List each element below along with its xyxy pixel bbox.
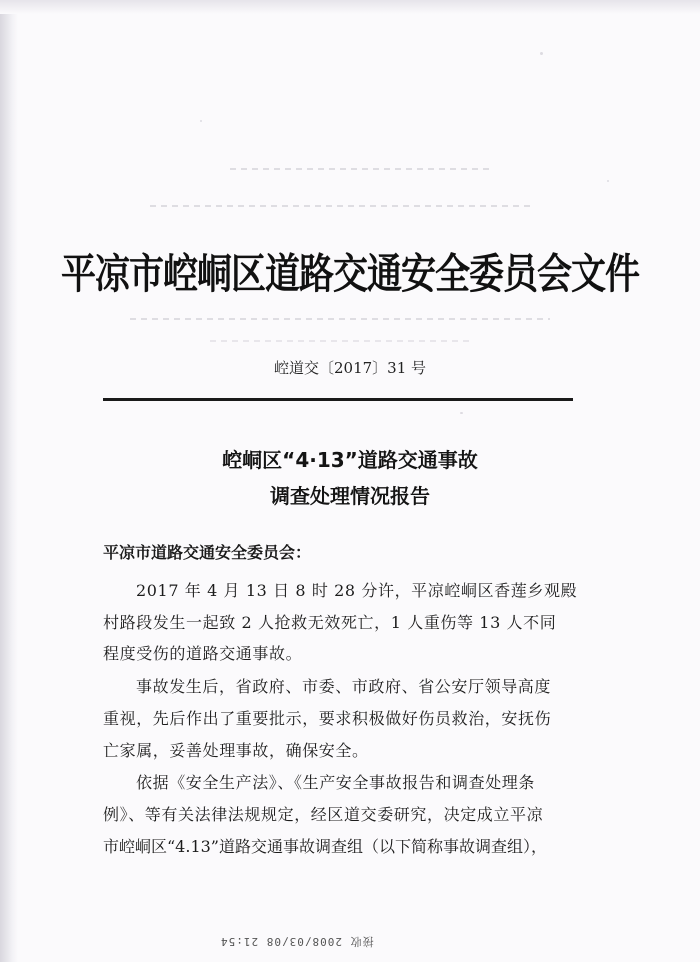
document-number: 崆道交〔2017〕31 号 [273, 359, 427, 377]
body-line: 程度受伤的道路交通事故。 [103, 644, 303, 663]
scan-artifact [230, 168, 490, 170]
scan-edge-top [0, 0, 700, 14]
report-title-line-1: 崆峒区“4·13”道路交通事故 [222, 448, 478, 472]
scan-artifact [210, 340, 470, 342]
salutation: 平凉市道路交通安全委员会： [103, 543, 312, 562]
scan-artifact [607, 180, 609, 182]
body-line: 2017 年 4 月 13 日 8 时 28 分许，平凉崆峒区香莲乡观殿 [136, 581, 578, 600]
scan-artifact [200, 120, 202, 122]
body-line: 例》、等有关法律法规规定，经区道交委研究，决定成立平凉 [103, 805, 544, 824]
body-line: 村路段发生一起致 2 人抢救无效死亡，1 人重伤等 13 人不同 [103, 613, 557, 632]
scan-artifact [460, 412, 463, 414]
report-title-line-2: 调查处理情况报告 [270, 484, 430, 508]
body-line: 事故发生后，省政府、市委、市政府、省公安厅领导高度 [136, 677, 552, 696]
header-divider [103, 398, 573, 401]
body-line: 依据《安全生产法》、《生产安全事故报告和调查处理条 [136, 773, 536, 792]
body-line: 重视，先后作出了重要批示，要求积极做好伤员救治，安抚伤 [103, 709, 552, 728]
body-line: 市崆峒区“4.13”道路交通事故调查组（以下简称事故调查组）， [103, 837, 547, 856]
document-header-title: 平凉市崆峒区道路交通安全委员会文件 [60, 251, 639, 299]
scan-artifact [540, 52, 543, 55]
fax-receipt-stamp: 接收 2008/03/08 21:54 [220, 935, 374, 948]
scan-artifact [150, 205, 530, 207]
body-line: 亡家属，妥善处理事故，确保安全。 [103, 741, 369, 760]
scan-artifact [130, 318, 550, 320]
